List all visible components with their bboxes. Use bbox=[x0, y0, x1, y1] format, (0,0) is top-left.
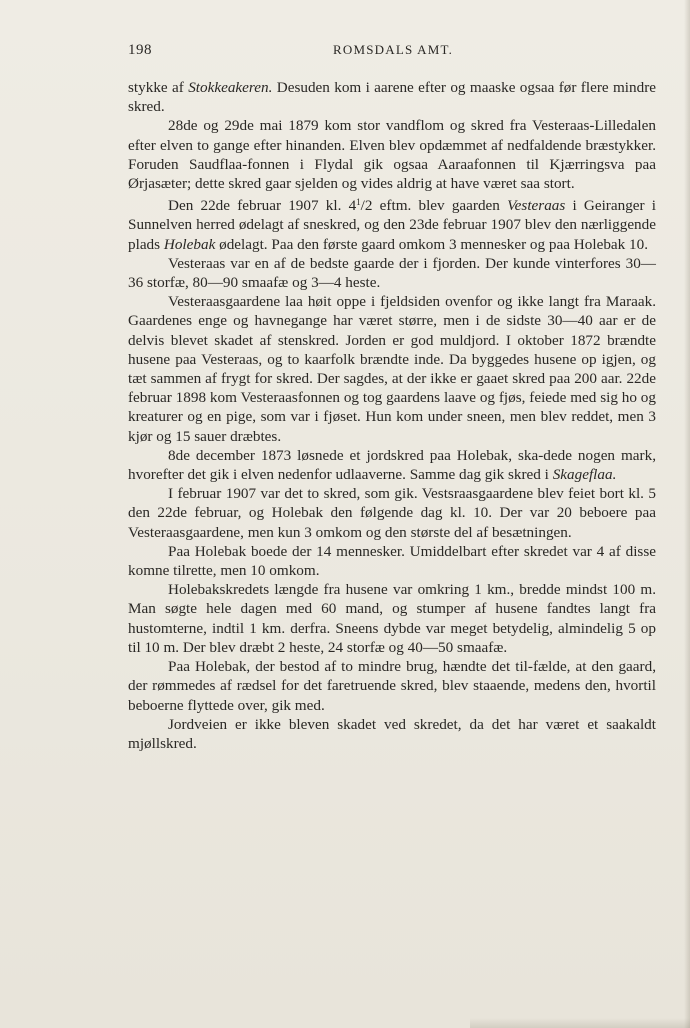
page-edge-shadow bbox=[684, 0, 690, 1028]
body-text bbox=[128, 78, 656, 753]
paragraph: 8de december 1873 løsnede et jordskred paa Holebak, ska-dede nogen mark, hvorefter det gik i elven nedenfor udlaaverne. Samme dag gik skred i Skageflaa. bbox=[128, 446, 656, 484]
paragraph: 28de og 29de mai 1879 kom stor vandflom og skred fra Vesteraas-Lilledalen efter elven to gange efter hinanden. Elven blev opdæmmet af nedfaldende bræstykker. Foruden Saudflaa-fonnen i Flydal gik ogsaa Aaraafonnen til Kjærringsva paa Ørjasæter; dette skred gaar sjelden og vides aldrig at have været saa stort. bbox=[128, 117, 656, 193]
page-bottom-edge bbox=[470, 1018, 690, 1028]
paragraph: Holebakskredets længde fra husene var omkring 1 km., bredde mindst 100 m. Man søgte hele dagen med 60 mand, og stumper af husene fandtes langt fra hustomterne, indtil 1 km. derfra. Sneens dybde var meget betydelig, almindelig 5 op til 10 m. Der blev dræbt 2 heste, 24 storfæ og 40—50 smaafæ. bbox=[128, 581, 656, 656]
paragraph: Vesteraas var en af de bedste gaarde der i fjorden. Der kunde vinterfores 30—36 storfæ, 80—90 smaafæ og 3—4 heste. bbox=[128, 254, 656, 292]
page-header bbox=[128, 42, 656, 64]
paragraph: I februar 1907 var det to skred, som gik. Vestsraasgaardene blev feiet bort kl. 5 den 22de februar, og Holebak den følgende dag kl. 10. Der var 20 beboere paa Vesteraasgaardene, men kun 3 omkom og den største del af besætningen. bbox=[128, 485, 656, 541]
paragraph: Paa Holebak boede der 14 mennesker. Umiddelbart efter skredet var 4 af disse komne tilrette, men 10 omkom. bbox=[128, 542, 656, 580]
running-title: ROMSDALS AMT. bbox=[333, 42, 454, 57]
paragraph: Paa Holebak, der bestod af to mindre brug, hændte det til-fælde, at den gaard, der rømmedes af rædsel for det faretruende skred, blev staaende, medens den, hvortil beboerne flyttede over, gik med. bbox=[128, 658, 656, 714]
paragraph: Vesteraasgaardene laa høit oppe i fjeldsiden ovenfor og ikke langt fra Maraak. Gaardenes enge og havnegange har været større, men i de sidste 30—40 aar er de delvis blevet skadet af stenskred. Jorden er god muldjord. I oktober 1872 brændte husene paa Vesteraas, og to kaarfolk brændte inde. Da byggedes husene op igjen, og tæt sammen af frygt for skred. Der sagdes, at der ikke er gaaet skred paa 200 aar. 22de februar 1898 kom Vesteraasfonnen og tog gaardens laave og fjøs, feiede med sig ho og kreaturer og en pige, som var i fjøset. Hun kom under sneen, men blev reddet, men 3 kjør og 15 sauer dræbtes. bbox=[128, 293, 656, 445]
page-number: 198 bbox=[128, 42, 152, 58]
paragraph: Den 22de februar 1907 kl. $4^1/2$ eftm. blev gaarden Vesteraas i Geiranger i Sunnelven herred ødelagt af sneskred, og den 23de februar 1907 blev den nærliggende plads Holebak ødelagt. Paa den første gaard omkom 3 mennesker og paa Holebak 10. bbox=[128, 197, 656, 253]
paragraph: Jordveien er ikke bleven skadet ved skredet, da det har været et saakaldt mjøllskred. bbox=[128, 715, 656, 752]
paragraph: stykke af Stokkeakeren. Desuden kom i aarene efter og maaske ogsaa før flere mindre skred. bbox=[128, 79, 656, 116]
